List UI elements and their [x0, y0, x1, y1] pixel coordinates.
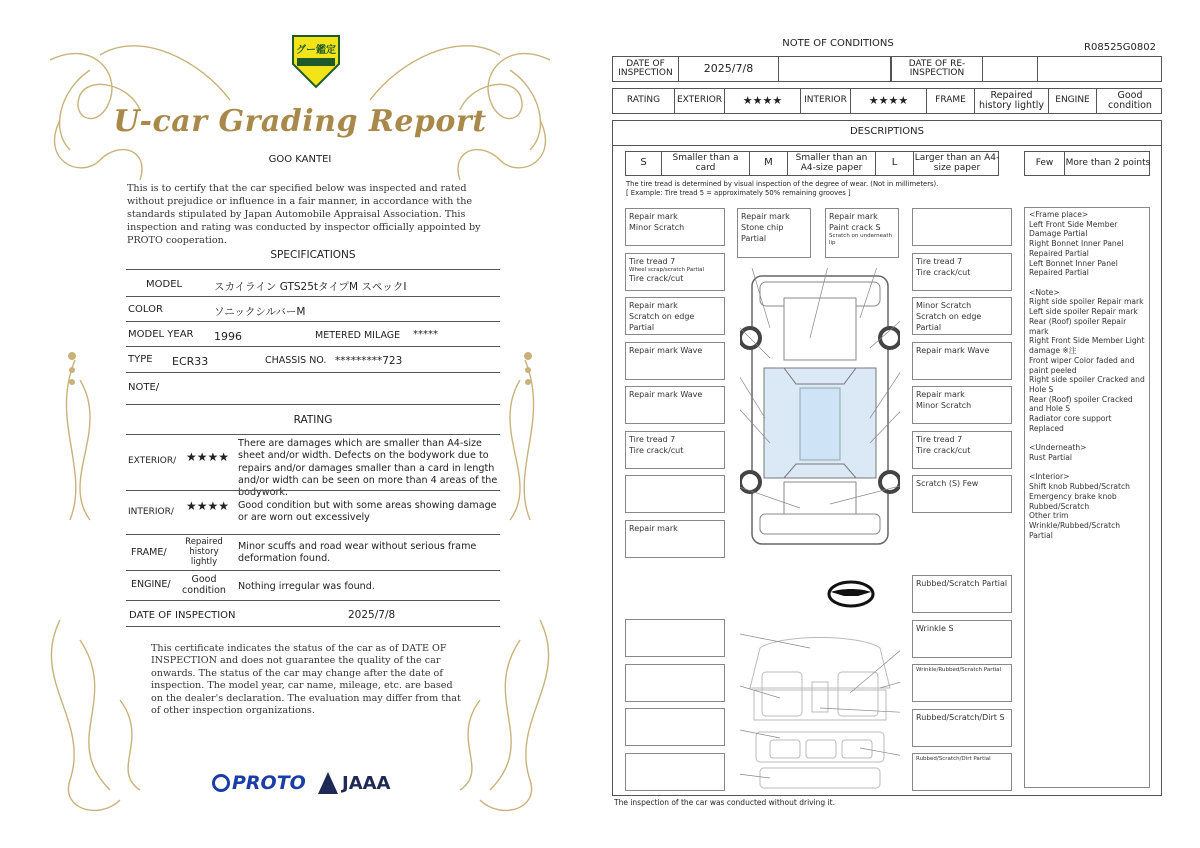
- interior-label-left: [625, 708, 725, 746]
- note-line: Left Bonnet Inner Panel: [1029, 258, 1118, 268]
- note-line: Rear (Roof) spoiler Cracked and Hole S: [1029, 394, 1133, 414]
- legend-s: S: [626, 152, 662, 175]
- damage-label-right: Tire tread 7 Tire crack/cut: [912, 253, 1012, 291]
- model-year-value: 1996: [214, 330, 242, 343]
- interior-label-left: [625, 664, 725, 702]
- interior-label-right: Rubbed/Scratch/Dirt Partial: [912, 753, 1012, 791]
- legend-few-desc: More than 2 points: [1065, 157, 1151, 168]
- note-line: Other trim: [1029, 511, 1069, 521]
- note-line: Right Front Side Member Light damage ※注: [1029, 336, 1145, 356]
- report-subtitle: GOO KANTEI: [268, 154, 332, 165]
- color-label: COLOR: [128, 304, 163, 315]
- few-legend: [1024, 151, 1150, 176]
- damage-label-left: Repair mark Minor Scratch: [625, 208, 725, 246]
- type-value: ECR33: [172, 355, 209, 368]
- note-line: <Note>: [1029, 287, 1060, 297]
- engine-value: Good condition: [1108, 90, 1152, 111]
- note-line: Damage Partial: [1029, 229, 1088, 239]
- legend-l-desc: Larger than an A4-size paper: [914, 153, 1000, 173]
- interior-label: INTERIOR: [801, 89, 851, 113]
- interior-description: Good condition but with some areas showing damage or are worn out excessively: [238, 500, 497, 524]
- goo-kantei-badge: [289, 32, 343, 90]
- interior-label-right: Wrinkle/Rubbed/Scratch Partial: [912, 664, 1012, 702]
- damage-label-left: Repair mark: [625, 520, 725, 558]
- damage-label-left: Tire tread 7 Tire crack/cut: [625, 431, 725, 469]
- jaaa-logo-icon: [318, 772, 338, 794]
- exterior-description: There are damages which are smaller than A4-size sheet and/or width. Defects on the bodywork due to repairs and/or damages smaller than a card in length and/or width can be seen on more than 4 areas of the bodywork.: [238, 438, 498, 499]
- chassis-label: CHASSIS NO.: [265, 355, 327, 366]
- steering-wheel-icon: [826, 580, 876, 608]
- note-line: Repaired Partial: [1029, 268, 1089, 278]
- note-line: Front wiper Color faded and paint peeled: [1029, 355, 1135, 375]
- note-label: NOTE/: [128, 382, 160, 393]
- note-line: Shift knob Rubbed/Scratch: [1029, 482, 1130, 492]
- certify-intro: This is to certify that the car specified below was inspected and rated without prejudice or influence in a fair manner, in accordance with the standards stipulated by Japan Automobile Appraisal Association. This inspection and rating was conducted by inspector officially appointed by PROTO cooperation.: [127, 183, 481, 246]
- note-line: Right side spoiler Cracked and Hole S: [1029, 375, 1145, 394]
- note-line: Rust Partial: [1029, 452, 1072, 462]
- proto-logo-icon: [212, 774, 230, 792]
- car-top-view-diagram: [740, 268, 900, 552]
- date-of-inspection-label: DATE OF INSPECTION: [129, 610, 236, 621]
- car-interior-view-diagram: [740, 628, 900, 793]
- note-of-conditions-sheet: [600, 0, 1200, 848]
- date-of-inspection-label: DATE OF INSPECTION: [613, 57, 679, 81]
- interior-stars: ★★★★: [186, 499, 230, 513]
- damage-label-top: Repair mark Paint crack S Scratch on underneath lip: [825, 208, 899, 258]
- tire-note-1: The tire tread is determined by visual inspection of the degree of wear. (Not in millimeters).: [626, 180, 939, 188]
- damage-label-right: Repair mark Minor Scratch: [912, 386, 1012, 424]
- proto-logo-text: PROTO: [232, 772, 306, 794]
- engine-value: Good condition: [182, 574, 226, 597]
- damage-label-left: [625, 475, 725, 513]
- note-line: [1029, 278, 1145, 288]
- exterior-label: EXTERIOR: [675, 89, 725, 113]
- jaaa-logo-text: JAAA: [342, 772, 391, 794]
- frame-value: Repaired history lightly: [975, 89, 1049, 113]
- rating-heading: RATING: [293, 414, 333, 426]
- damage-label-right: Scratch (S) Few: [912, 475, 1012, 513]
- rating-label: RATING: [613, 89, 675, 113]
- color-value: ソニックシルバーM: [214, 306, 306, 318]
- inspection-date-row: [612, 56, 1162, 82]
- note-line: <Frame place>: [1029, 210, 1089, 219]
- note-line: Left Front Side Member: [1029, 219, 1118, 229]
- exterior-label: EXTERIOR/: [128, 456, 177, 466]
- damage-label-top: Repair mark Stone chip Partial: [737, 208, 811, 258]
- damage-label-right: [912, 208, 1012, 246]
- note-line: Partial: [1029, 530, 1053, 540]
- note-line: Emergency brake knob: [1029, 491, 1117, 501]
- engine-label: ENGINE: [1049, 89, 1097, 113]
- re-inspection-label: DATE OF RE-INSPECTION: [891, 57, 983, 81]
- damage-label-right: Repair mark Wave: [912, 342, 1012, 380]
- mileage-value: *****: [413, 329, 438, 340]
- legend-s-desc: Smaller than a card: [662, 152, 750, 175]
- note-line: Radiator core support Replaced: [1029, 414, 1112, 433]
- legend-m: M: [750, 152, 788, 175]
- frame-label: FRAME/: [131, 547, 167, 558]
- damage-label-left: Repair mark Scratch on edge Partial: [625, 297, 725, 335]
- frame-notes-panel: [1024, 207, 1150, 788]
- interior-stars: ★★★★: [851, 89, 927, 113]
- legend-m-desc: Smaller than an A4-size paper: [788, 152, 876, 175]
- interior-label-right: Rubbed/Scratch/Dirt S: [912, 709, 1012, 747]
- exterior-stars: ★★★★: [186, 450, 230, 464]
- reference-number: R08525G0802: [1084, 42, 1156, 53]
- damage-label-left: Repair mark Wave: [625, 342, 725, 380]
- damage-label-left: Tire tread 7 Wheel scrap/scratch Partial Tire crack/cut: [625, 253, 725, 291]
- interior-label: INTERIOR/: [128, 507, 174, 517]
- legend-l: L: [876, 152, 914, 175]
- engine-description: Nothing irregular was found.: [238, 581, 375, 592]
- note-line: Wrinkle/Rubbed/Scratch: [1029, 521, 1121, 530]
- specifications-heading: SPECIFICATIONS: [270, 249, 356, 261]
- note-line: Rubbed/Scratch: [1029, 501, 1090, 511]
- frame-label: FRAME: [927, 89, 975, 113]
- interior-label-right: Wrinkle S: [912, 620, 1012, 658]
- note-line: <Underneath>: [1029, 443, 1087, 453]
- date-of-inspection-value: 2025/7/8: [679, 57, 779, 81]
- damage-label-left: Repair mark Wave: [625, 386, 725, 424]
- engine-label: ENGINE/: [131, 579, 171, 590]
- inspection-footer: The inspection of the car was conducted without driving it.: [614, 798, 835, 807]
- note-line: Rear (Roof) spoiler Repair mark: [1029, 316, 1127, 336]
- mileage-label: METERED MILAGE: [315, 330, 401, 341]
- frame-description: Minor scuffs and road wear without serious frame deformation found.: [238, 541, 477, 565]
- note-line: Repaired Partial: [1029, 248, 1089, 258]
- descriptions-heading: DESCRIPTIONS: [849, 126, 925, 137]
- note-line: Left side spoiler Repair mark: [1029, 307, 1138, 317]
- conditions-title: NOTE OF CONDITIONS: [782, 38, 894, 49]
- damage-label-right: Tire tread 7 Tire crack/cut: [912, 431, 1012, 469]
- note-line: [1029, 463, 1145, 473]
- certificate-footer: This certificate indicates the status of the car as of DATE OF INSPECTION and does not guarantee the quality of the car onwards. The status of the car may change after the date of inspection. The model year, car name, mileage, etc. are based on the dealer's declaration. The evaluation may differ from that of other inspection organizations.: [151, 643, 461, 717]
- chassis-value: *********723: [335, 355, 403, 367]
- frame-value: Repaired history lightly: [185, 537, 223, 568]
- interior-label-left: [625, 753, 725, 791]
- rating-row: [612, 88, 1162, 114]
- badge-text: グー鑑定: [296, 45, 336, 56]
- interior-label-right: Rubbed/Scratch Partial: [912, 575, 1012, 613]
- model-label: MODEL: [146, 279, 183, 290]
- model-year-label: MODEL YEAR: [128, 329, 194, 340]
- note-line: [1029, 434, 1145, 444]
- damage-label-right: Minor Scratch Scratch on edge Partial: [912, 297, 1012, 335]
- report-title: U-car Grading Report: [113, 104, 487, 139]
- size-legend: [625, 151, 999, 176]
- note-line: <Interior>: [1029, 472, 1070, 482]
- type-label: TYPE: [128, 354, 153, 365]
- note-line: Right Bonnet Inner Panel: [1029, 239, 1124, 249]
- model-value: スカイライン GTS25tタイプM スペックⅠ: [214, 281, 407, 293]
- tire-note-2: [ Example: Tire tread 5 = approximately 50% remaining grooves ]: [626, 189, 851, 197]
- jaaa-logo: [318, 770, 391, 796]
- date-of-inspection-value: 2025/7/8: [348, 609, 396, 621]
- note-line: Right side spoiler Repair mark: [1029, 297, 1144, 307]
- exterior-stars: ★★★★: [725, 89, 801, 113]
- interior-label-left: [625, 619, 725, 657]
- proto-logo: [212, 770, 306, 796]
- legend-few: Few: [1025, 152, 1065, 175]
